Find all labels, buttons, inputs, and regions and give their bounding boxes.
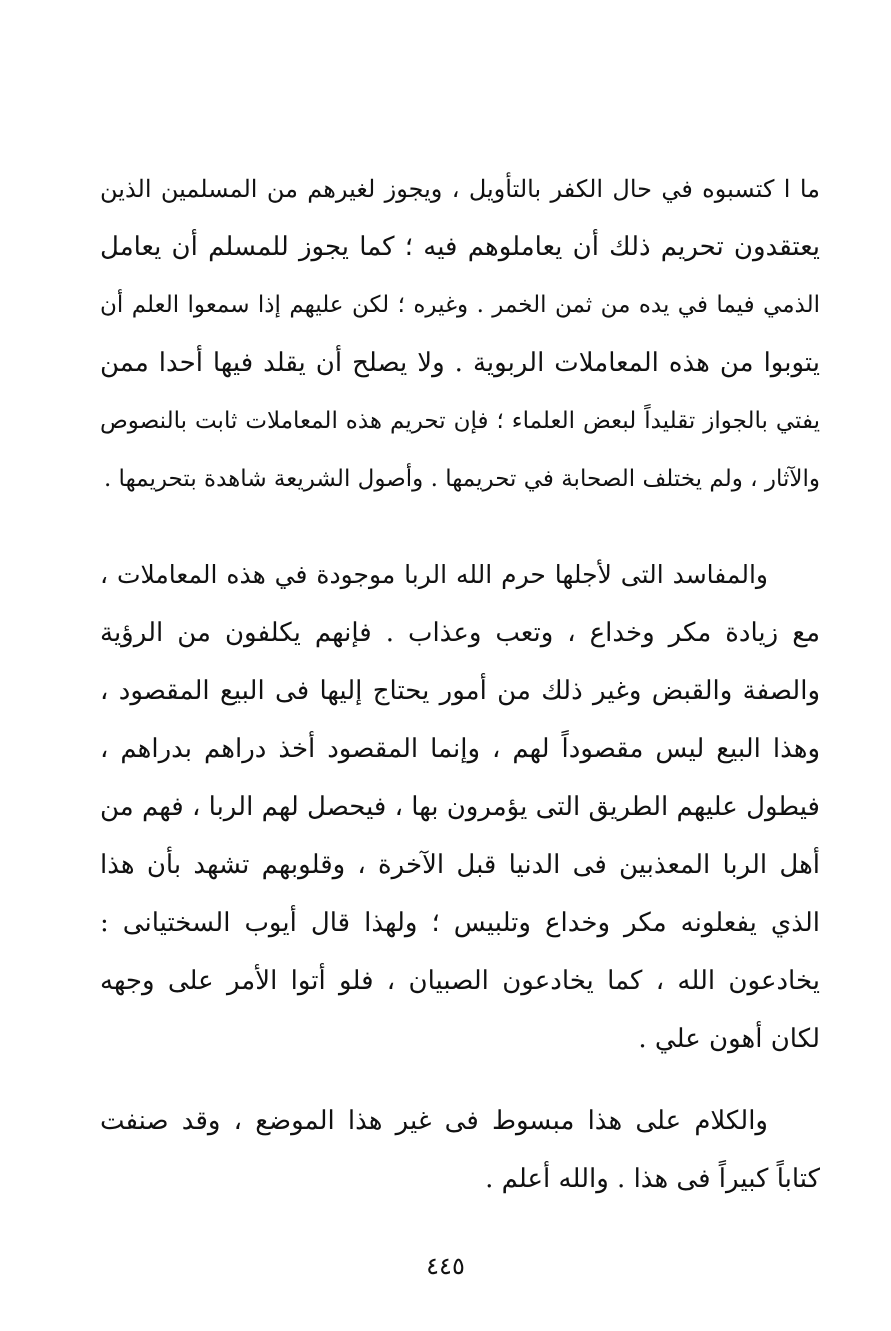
paragraph-2 <box>100 546 820 1068</box>
text-line: والكلام على هذا مبسوط فى غير هذا الموضع ، وقد صنفت <box>100 1106 768 1136</box>
text-line: والآثار ، ولم يختلف الصحابة في تحريمها . وأصول الشريعة شاهدة بتحريمها . <box>103 466 820 492</box>
text-line: الذمي فيما في يده من ثمن الخمر . وغيره ؛ لكن عليهم إذا سمعوا العلم أن <box>100 292 820 318</box>
text-line: يتوبوا من هذه المعاملات الربوية . ولا يصلح أن يقلد فيها أحدا ممن <box>100 348 820 378</box>
text-line: يخادعون الله ، كما يخادعون الصبيان ، فلو أتوا الأمر على وجهه <box>100 966 820 996</box>
text-line: ما ا كتسبوه في حال الكفر بالتأويل ، ويجوز لغيرهم من المسلمين الذين <box>100 175 820 203</box>
page-number: ٤٤٥ <box>426 1252 465 1280</box>
text-line: وهذا البيع ليس مقصوداً لهم ، وإنما المقصود أخذ دراهم بدراهم ، <box>100 734 820 764</box>
text-line: والمفاسد التى لأجلها حرم الله الربا موجودة في هذه المعاملات ، <box>100 560 768 589</box>
text-line: لكان أهون علي . <box>638 1024 820 1054</box>
text-line: الذي يفعلونه مكر وخداع وتلبيس ؛ ولهذا قال أيوب السختيانى : <box>100 908 820 938</box>
text-line: أهل الربا المعذبين فى الدنيا قبل الآخرة ، وقلوبهم تشهد بأن هذا <box>100 850 820 880</box>
text-line: يعتقدون تحريم ذلك أن يعاملوهم فيه ؛ كما يجوز للمسلم أن يعامل <box>100 232 820 262</box>
text-line: فيطول عليهم الطريق التى يؤمرون بها ، فيحصل لهم الربا ، فهم من <box>100 792 820 822</box>
paragraph-3 <box>100 1092 820 1208</box>
paragraph-1 <box>100 160 820 508</box>
text-line: يفتي بالجواز تقليداً لبعض العلماء ؛ فإن تحريم هذه المعاملات ثابت بالنصوص <box>100 408 820 434</box>
text-line: والصفة والقبض وغير ذلك من أمور يحتاج إليها فى البيع المقصود ، <box>100 676 820 706</box>
text-line: مع زيادة مكر وخداع ، وتعب وعذاب . فإنهم يكلفون من الرؤية <box>100 618 820 648</box>
text-line: كتاباً كبيراً فى هذا . والله أعلم . <box>485 1164 820 1194</box>
